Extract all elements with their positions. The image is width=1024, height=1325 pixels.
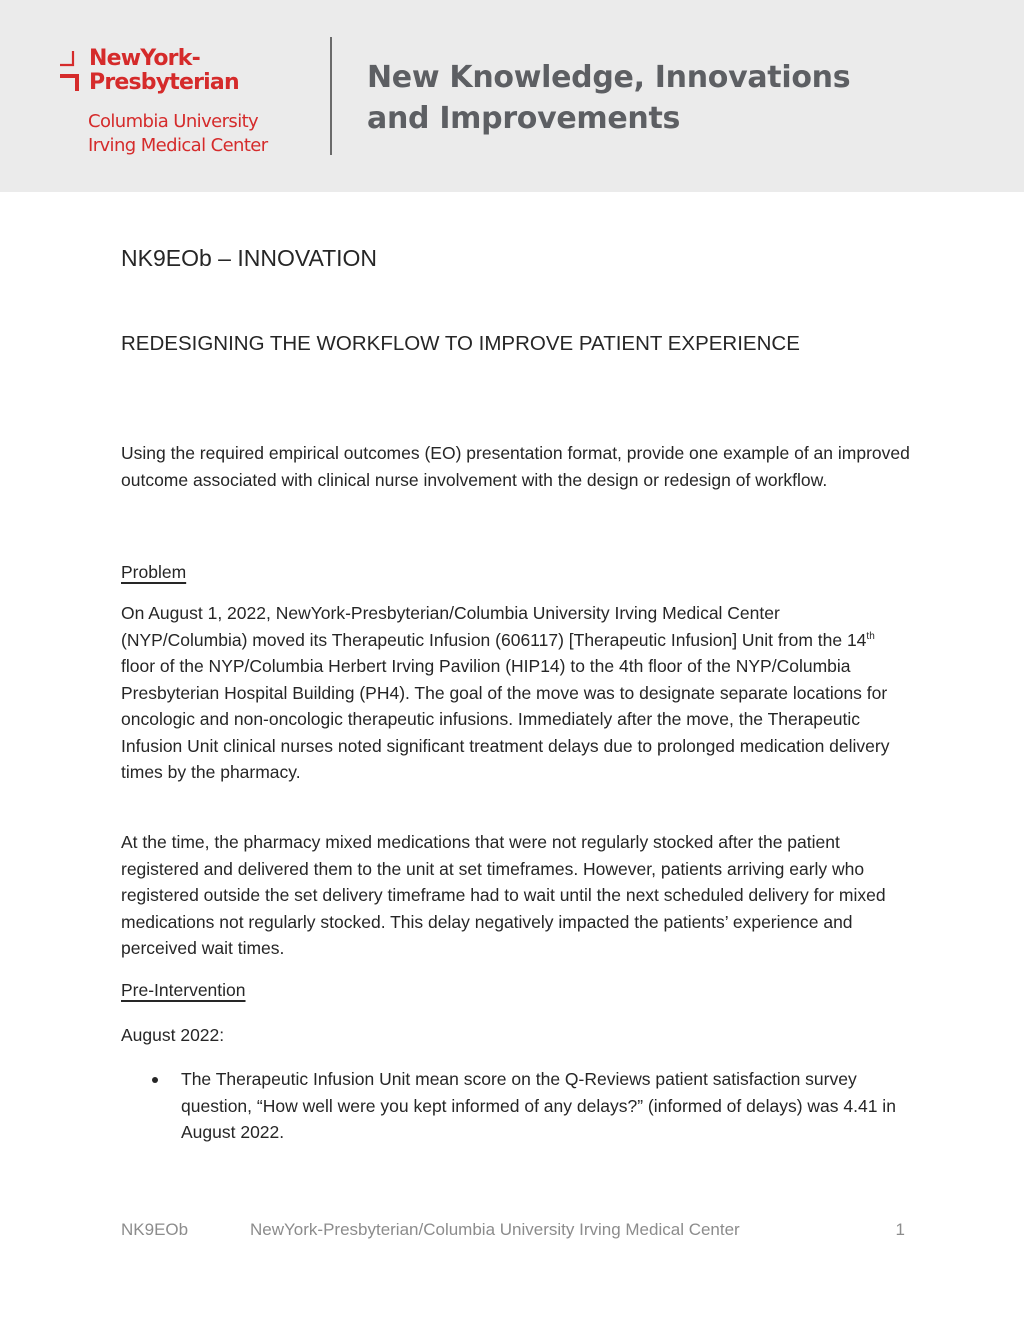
section-heading-problem: Problem <box>121 562 187 582</box>
logo-wordmark <box>89 47 239 95</box>
header-divider <box>330 37 332 155</box>
header-title-line2: and Improvements <box>367 101 681 136</box>
page-header-banner <box>0 0 1024 192</box>
logo-line-columbia: Columbia University <box>88 111 259 132</box>
prompt-paragraph: Using the required empirical outcomes (EO) presentation format, provide one example of an improved outcome associated with clinical nurse involvement with the design or redesign of workflow. <box>121 443 910 490</box>
logo-line-newyork: NewYork- <box>89 46 200 71</box>
document-title: REDESIGNING THE WORKFLOW TO IMPROVE PATIENT EXPERIENCE <box>121 332 800 355</box>
pre-intervention-bullet-list <box>121 1066 911 1146</box>
footer-page-number: 1 <box>895 1220 905 1239</box>
logo-line-presbyterian: Presbyterian <box>89 70 239 95</box>
footer-organization: NewYork-Presbyterian/Columbia University Irving Medical Center <box>250 1220 740 1239</box>
bullet-text: The Therapeutic Infusion Unit mean score on the Q-Reviews patient satisfaction survey question, “How well were you kept informed of any delays?” (informed of delays) was 4.41 in August 2022. <box>181 1069 896 1142</box>
problem-paragraph-2: At the time, the pharmacy mixed medications that were not regularly stocked after the patient registered and delivered them to the unit at set timeframes. However, patients arriving early who registered outside the set delivery timeframe had to wait until the next scheduled delivery for mixed medications not regularly stocked. This delay negatively impacted the patients’ experience and perceived wait times. <box>121 832 886 958</box>
header-title <box>367 57 850 139</box>
nyp-logo-mark-icon <box>60 51 82 91</box>
list-item <box>121 1066 911 1146</box>
logo-subtitle <box>88 110 268 158</box>
pre-intervention-date-label: August 2022: <box>121 1025 225 1045</box>
header-title-line1: New Knowledge, Innovations <box>367 60 851 95</box>
problem-paragraph-1-text-a: On August 1, 2022, NewYork-Presbyterian/Columbia University Irving Medical Center (NYP/Columbia) moved its Therapeutic Infusion (606117) [Therapeutic Infusion] Unit from the 14 <box>121 603 867 650</box>
ordinal-suffix: th <box>866 630 875 642</box>
bullet-icon <box>152 1077 158 1083</box>
footer-document-code: NK9EOb <box>121 1220 189 1239</box>
problem-paragraph-1-text-b: floor of the NYP/Columbia Herbert Irving Pavilion (HIP14) to the 4th floor of the NYP/Columbia Presbyterian Hospital Building (PH4). The goal of the move was to designate separate locations for oncologic and non-oncologic therapeutic infusions. Immediately after the move, the Therapeutic Infusion Unit clinical nurses noted significant treatment delays due to prolonged medication delivery times by the pharmacy. <box>121 656 890 782</box>
logo-line-irving: Irving Medical Center <box>88 135 268 156</box>
section-heading-pre-intervention: Pre-Intervention <box>121 980 246 1000</box>
document-id-heading: NK9EOb – INNOVATION <box>121 245 378 271</box>
problem-paragraph-1 <box>121 600 911 786</box>
